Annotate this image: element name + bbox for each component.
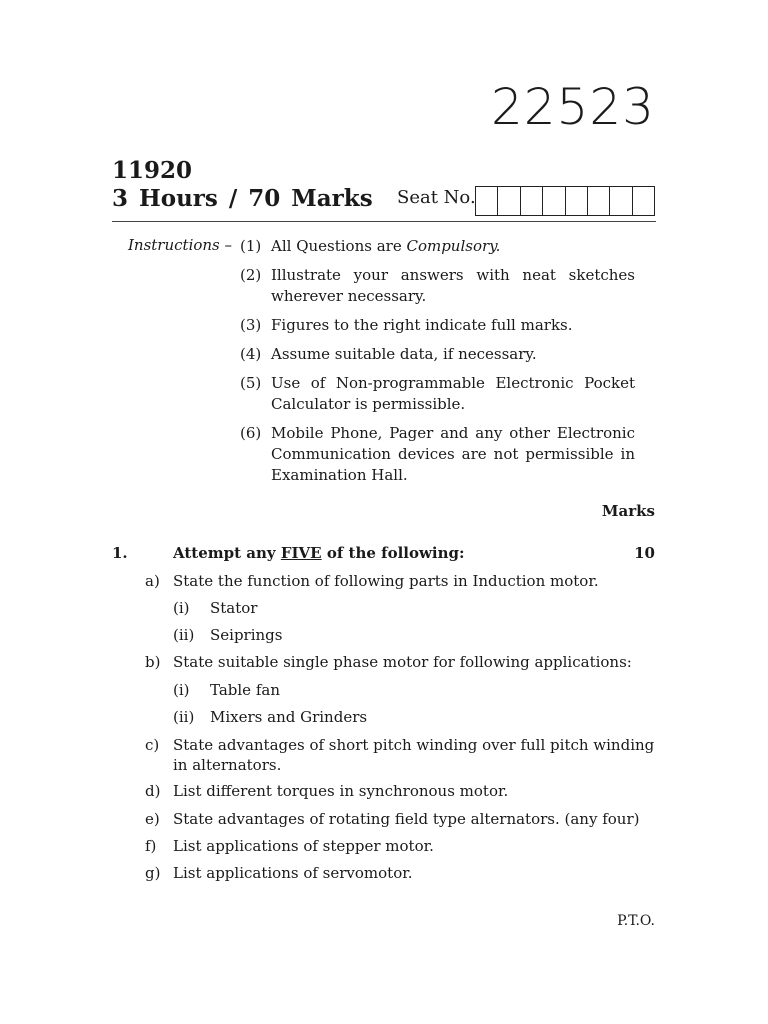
question-heading: Attempt any FIVE of the following:: [173, 544, 465, 562]
seat-box[interactable]: [588, 187, 610, 215]
instruction-number: (5): [240, 374, 262, 392]
question-marks: 10: [634, 544, 655, 562]
instruction-text: Illustrate your answers with neat sketches wherever necessary.: [271, 266, 635, 305]
instruction-item: [240, 344, 635, 365]
subquestion-text: List applications of stepper motor.: [173, 837, 434, 855]
seat-box[interactable]: [521, 187, 543, 215]
seat-number-boxes[interactable]: [475, 186, 655, 216]
question-heading-keyword: FIVE: [280, 544, 322, 562]
instruction-item: [240, 236, 635, 257]
instruction-text: Mobile Phone, Pager and any other Electronic Communication devices are not permissible in Examination Hall.: [271, 424, 635, 484]
header-divider: [112, 221, 656, 222]
subquestion-text: State advantages of rotating field type alternators. (any four): [173, 810, 640, 828]
part-number: (ii): [173, 708, 195, 726]
part-number: (i): [173, 681, 190, 699]
instruction-text: Figures to the right indicate full marks.: [271, 316, 573, 334]
instruction-item: [240, 265, 635, 307]
instruction-text: Use of Non-programmable Electronic Pocket Calculator is permissible.: [271, 374, 635, 413]
seat-number-label: Seat No.: [397, 187, 476, 208]
subquestion-label: b): [145, 653, 161, 671]
instructions-label: Instructions –: [128, 236, 233, 254]
instruction-number: (6): [240, 424, 262, 442]
instructions-list: [240, 236, 635, 494]
seat-box[interactable]: [610, 187, 632, 215]
duration-marks: 3 Hours / 70 Marks: [112, 185, 373, 212]
instruction-item: [240, 423, 635, 486]
paper-code: 22523: [490, 78, 655, 136]
part-text: Seiprings: [210, 626, 283, 644]
subquestion-label: c): [145, 736, 160, 754]
subquestion-text-continued: in alternators.: [173, 756, 282, 774]
seat-box[interactable]: [543, 187, 565, 215]
instruction-number: (2): [240, 266, 262, 284]
part-number: (ii): [173, 626, 195, 644]
exam-code: 11920: [112, 157, 193, 184]
seat-box[interactable]: [476, 187, 498, 215]
instruction-number: (3): [240, 316, 262, 334]
instruction-emphasis: Compulsory.: [406, 237, 501, 255]
subquestion-label: e): [145, 810, 160, 828]
seat-box[interactable]: [566, 187, 588, 215]
instruction-number: (4): [240, 345, 262, 363]
part-text: Stator: [210, 599, 258, 617]
marks-column-heading: Marks: [601, 502, 655, 520]
subquestion-text: List applications of servomotor.: [173, 864, 413, 882]
subquestion-text: State suitable single phase motor for following applications:: [173, 653, 632, 671]
subquestion-text: State advantages of short pitch winding over full pitch winding: [173, 736, 655, 754]
subquestion-text: List different torques in synchronous motor.: [173, 782, 509, 800]
subquestion-label: f): [145, 837, 157, 855]
question-number: 1.: [112, 544, 128, 562]
seat-box[interactable]: [498, 187, 520, 215]
instruction-item: [240, 373, 635, 415]
subquestion-label: d): [145, 782, 161, 800]
subquestion-text: State the function of following parts in Induction motor.: [173, 572, 599, 590]
instruction-text: Assume suitable data, if necessary.: [271, 345, 537, 363]
page-turn-note: P.T.O.: [617, 913, 655, 929]
instruction-number: (1): [240, 237, 262, 255]
part-text: Mixers and Grinders: [210, 708, 368, 726]
part-text: Table fan: [210, 681, 280, 699]
instruction-text: All Questions are Compulsory.: [271, 237, 501, 255]
part-number: (i): [173, 599, 190, 617]
subquestion-label: a): [145, 572, 160, 590]
seat-box[interactable]: [633, 187, 654, 215]
instruction-item: [240, 315, 635, 336]
subquestion-label: g): [145, 864, 161, 882]
